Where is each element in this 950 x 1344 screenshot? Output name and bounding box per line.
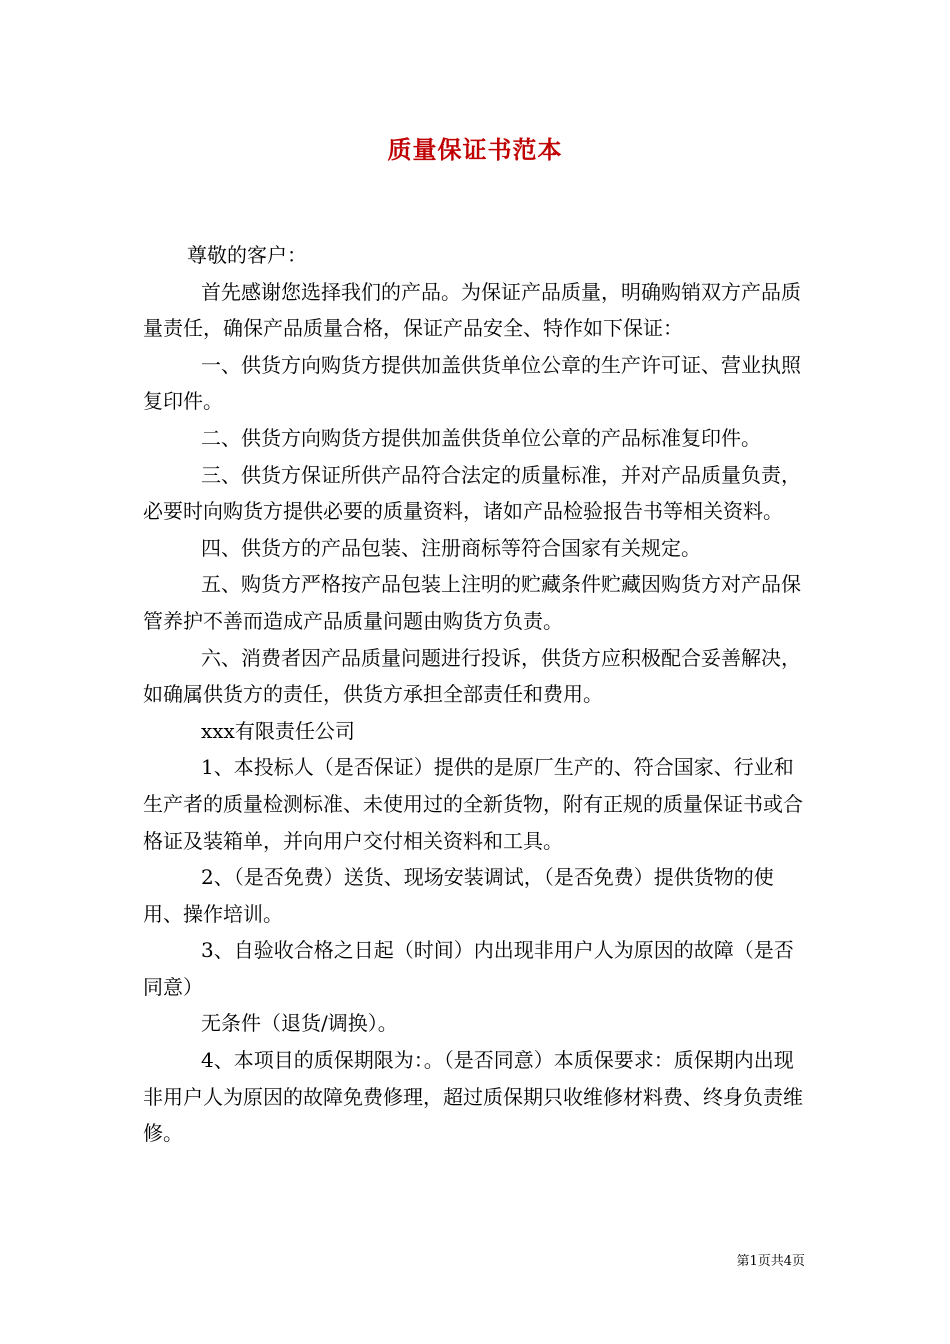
paragraph-clause-2: 二、供货方向购货方提供加盖供货单位公章的产品标准复印件。 bbox=[201, 425, 761, 450]
item-1: 1、本投标人（是否保证）提供的是原厂生产的、符合国家、行业和生产者的质量检测标准、未使用过的全新货物，附有正规的质量保证书或合格证及装箱单，并向用户交付相关资料和工具。 bbox=[143, 755, 803, 853]
paragraph-intro: 首先感谢您选择我们的产品。为保证产品质量，明确购销双方产品质量责任，确保产品质量合格，保证产品安全、特作如下保证： bbox=[143, 279, 801, 341]
document-title: 质量保证书范本 bbox=[387, 135, 563, 164]
paragraph-clause-6: 六、消费者因产品质量问题进行投诉，供货方应积极配合妥善解决，如确属供货方的责任，供货方承担全部责任和费用。 bbox=[143, 645, 801, 707]
page-number: 第1页共4页 bbox=[736, 1254, 805, 1269]
item-3: 3、自验收合格之日起（时间）内出现非用户人为原因的故障（是否同意） bbox=[143, 938, 794, 999]
company-name: xxx有限责任公司 bbox=[201, 718, 355, 743]
document-body bbox=[143, 237, 807, 1152]
paragraph-clause-5: 五、购货方严格按产品包装上注明的贮藏条件贮藏因购货方对产品保管养护不善而造成产品质量问题由购货方负责。 bbox=[143, 572, 801, 633]
item-2: 2、（是否免费）送货、现场安装调试，（是否免费）提供货物的使用、操作培训。 bbox=[143, 865, 774, 926]
greeting: 尊敬的客户： bbox=[187, 243, 307, 267]
item-4: 4、本项目的质保期限为：。（是否同意）本质保要求：质保期内出现非用户人为原因的故障免费修理，超过质保期只收维修材料费、终身负责维修。 bbox=[143, 1048, 803, 1146]
paragraph-clause-1: 一、供货方向购货方提供加盖供货单位公章的生产许可证、营业执照复印件。 bbox=[143, 352, 801, 414]
paragraph-clause-4: 四、供货方的产品包装、注册商标等符合国家有关规定。 bbox=[201, 535, 701, 560]
item-3-continuation: 无条件（退货/调换）。 bbox=[201, 1011, 398, 1036]
paragraph-clause-3: 三、供货方保证所供产品符合法定的质量标准，并对产品质量负责，必要时向购货方提供必要的质量资料，诸如产品检验报告书等相关资料。 bbox=[143, 462, 801, 524]
